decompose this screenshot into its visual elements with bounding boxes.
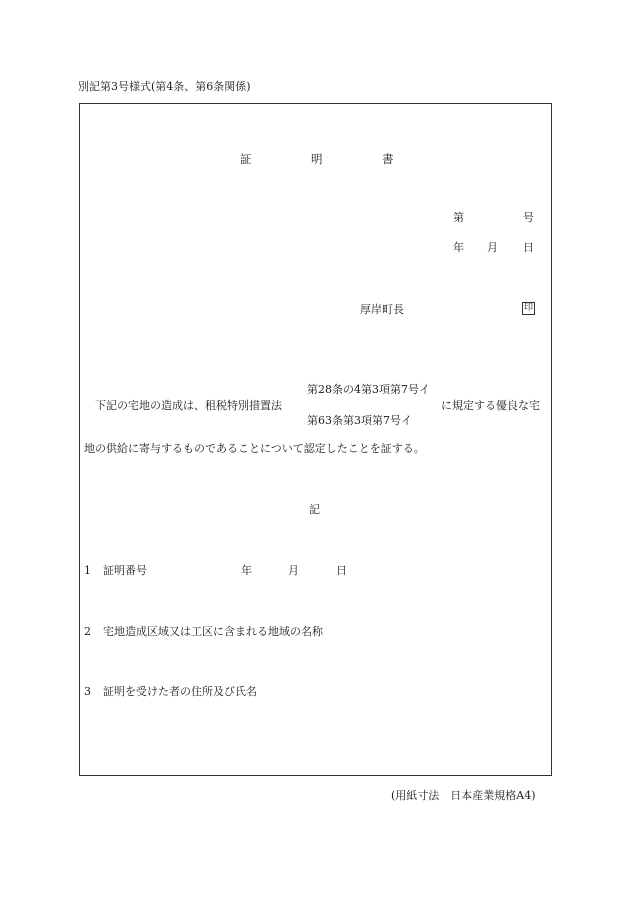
title-char-2: 明 xyxy=(311,152,323,166)
item-2-number: 2 xyxy=(84,625,91,638)
seal-text: 印 xyxy=(523,303,533,313)
paper-size-note: (用紙寸法 日本産業規格A4) xyxy=(391,789,536,802)
item-1-month: 月 xyxy=(288,564,299,577)
form-header-note: 別記第3号様式(第4条、第6条関係) xyxy=(78,80,251,93)
issuer-name: 厚岸町長 xyxy=(360,303,404,316)
date-day-label: 日 xyxy=(523,241,534,254)
item-2-label: 宅地造成区域又は工区に含まれる地域の名称 xyxy=(103,625,323,638)
title-char-1: 証 xyxy=(240,152,252,166)
body-clause-top: 第28条の4第3項第7号イ xyxy=(307,383,430,396)
number-prefix: 第 xyxy=(453,211,464,224)
date-year-label: 年 xyxy=(453,241,464,254)
body-clause-bottom: 第63条第3項第7号イ xyxy=(307,414,412,427)
ki-heading: 記 xyxy=(309,503,320,516)
body-tail: に規定する優良な宅 xyxy=(441,399,540,412)
item-1-year: 年 xyxy=(241,564,252,577)
body-lead: 下記の宅地の造成は、租税特別措置法 xyxy=(95,399,282,412)
number-suffix: 号 xyxy=(523,211,534,224)
date-month-label: 月 xyxy=(487,241,498,254)
item-1-label: 証明番号 xyxy=(103,564,147,577)
certificate-frame xyxy=(79,103,552,776)
item-1-number: 1 xyxy=(84,564,91,577)
body-line-2: 地の供給に寄与するものであることについて認定したことを証する。 xyxy=(84,442,425,455)
item-3-number: 3 xyxy=(84,685,91,698)
item-1-day: 日 xyxy=(336,564,347,577)
title-char-3: 書 xyxy=(382,152,394,166)
item-3-label: 証明を受けた者の住所及び氏名 xyxy=(103,685,257,698)
seal-mark xyxy=(522,302,535,315)
